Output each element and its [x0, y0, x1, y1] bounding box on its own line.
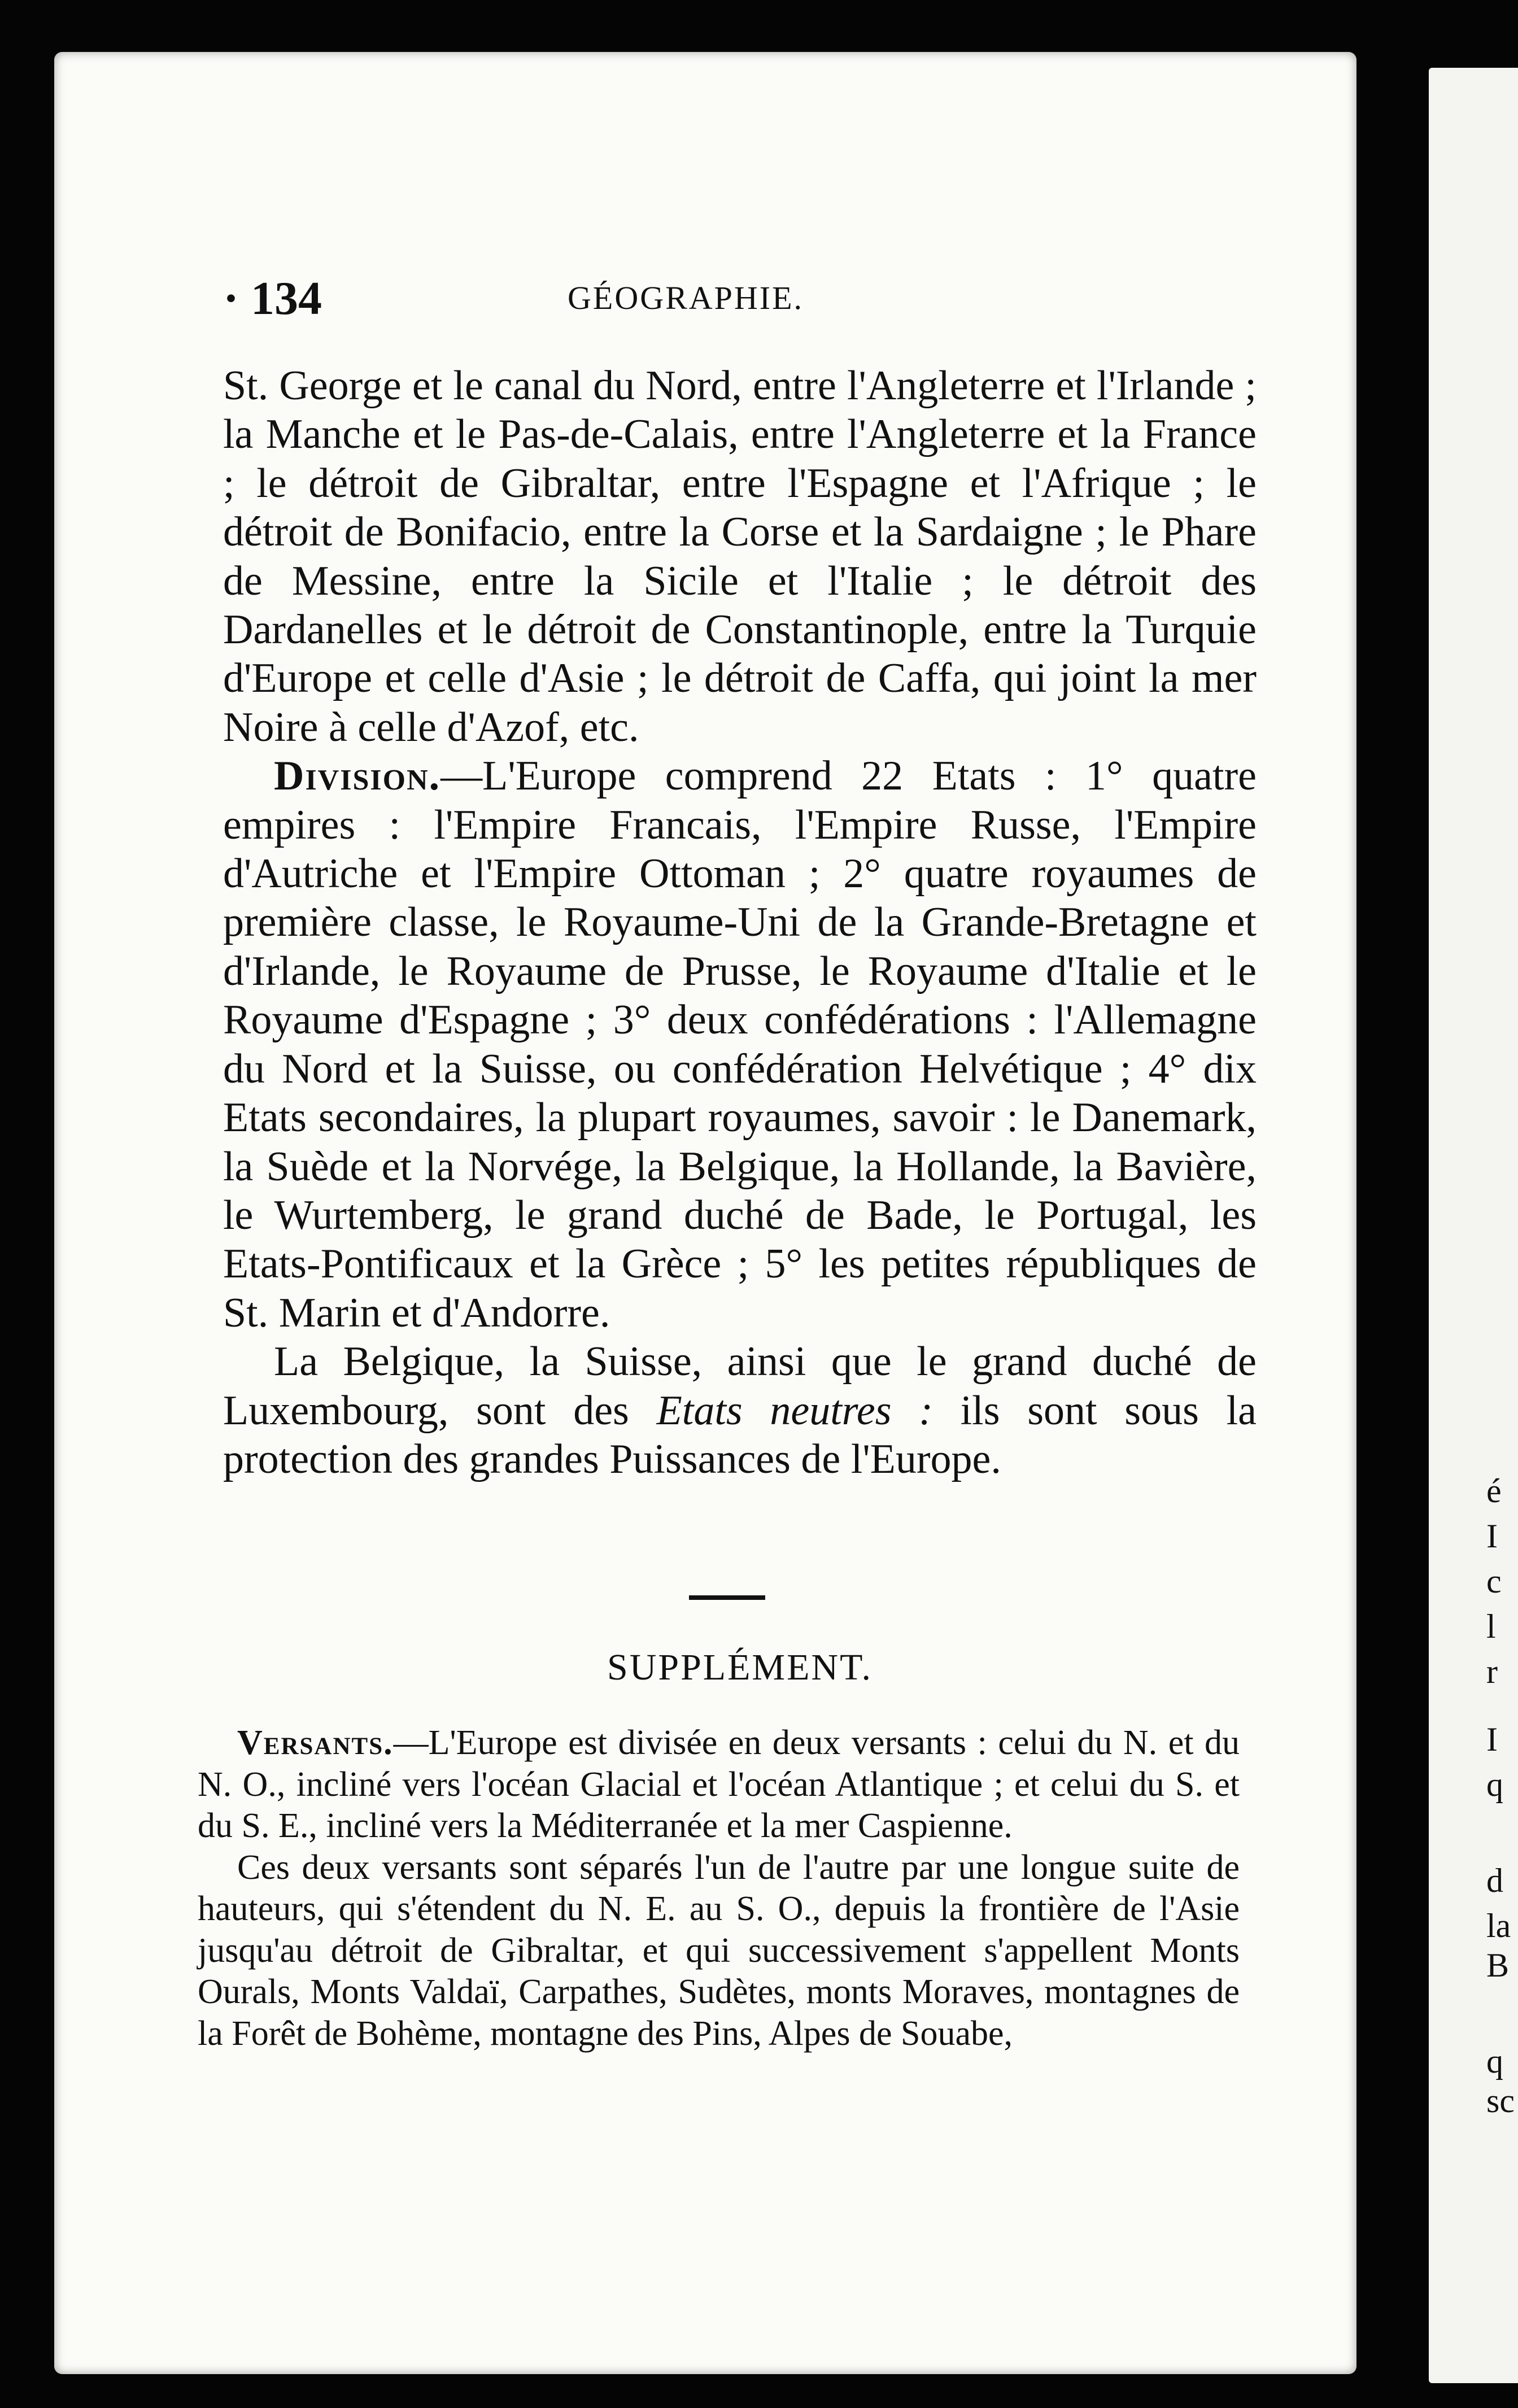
neutral-text-end: ils sont sous la protection des grandes Puissances de l'Europe.: [223, 1387, 1257, 1482]
edge-letter: q: [1486, 1766, 1503, 1803]
edge-letter: sc: [1486, 2082, 1515, 2119]
edge-letter: q: [1486, 2043, 1503, 2080]
edge-letter: B: [1486, 1947, 1510, 1984]
versants-heading: Versants.: [237, 1724, 394, 1762]
neutral-text-start: La Belgique, la Suisse, ainsi que le grand duché de Luxembourg, sont des: [223, 1338, 1257, 1434]
supplement-title: SUPPLÉMENT.: [607, 1647, 873, 1688]
edge-letter: I: [1486, 1721, 1498, 1758]
edge-letter: d: [1486, 1862, 1503, 1899]
running-head: GÉOGRAPHIE.: [568, 280, 804, 316]
page-number: · 134: [223, 272, 322, 325]
paragraph-watershed: Ces deux versants sont séparés l'un de l'autre par une longue suite de hauteurs, qui s'étendent du N. E. au S. O., depuis la frontière de l'Asie jusqu'au détroit de Gibraltar, et qui successivement s'appellent Monts Ourals, Monts Valdaï, Carpathes, Sudètes, monts Moraves, montagnes de la Forêt de Bohème, montagne des Pins, Alpes de Souabe,: [198, 1848, 1240, 2053]
main-text: [223, 361, 1257, 1484]
paragraph-versants: [198, 1722, 1240, 1847]
neutral-states-term: Etats neutres :: [656, 1387, 933, 1434]
page-header: [223, 271, 1279, 328]
edge-letter: c: [1486, 1563, 1502, 1600]
paragraph-straits: St. George et le canal du Nord, entre l'Angleterre et l'Irlande ; la Manche et le Pas-de-Calais, entre l'Angleterre et la France ; le détroit de Gibraltar, entre l'Espagne et l'Afrique ; le détroit de Bonifacio, entre la Corse et la Sardaigne ; le Phare de Messine, entre la Sicile et l'Italie ; le détroit des Dardanelles et le détroit de Constantinople, entre la Turquie d'Europe et celle d'Asie ; le détroit de Caffa, qui joint la mer Noire à celle d'Azof, etc.: [223, 363, 1257, 751]
edge-letter: l: [1486, 1608, 1496, 1645]
supplement-text: [198, 1722, 1240, 2054]
division-text: —L'Europe comprend 22 Etats : 1° quatre empires : l'Empire Francais, l'Empire Russe, l'Empire d'Autriche et l'Empire Ottoman ; 2° quatre royaumes de première classe, le Royaume-Uni de la Grande-Bretagne et d'Irlande, le Royaume de Prusse, le Royaume d'Italie et le Royaume d'Espagne ; 3° deux confédérations : l'Allemagne du Nord et la Suisse, ou confédération Helvétique ; 4° dix Etats secondaires, la plupart royaumes, savoir : le Danemark, la Suède et la Norvége, la Belgique, la Hollande, la Bavière, le Wurtemberg, le grand duché de Bade, le Portugal, les Etats-Pontificaux et la Grèce ; 5° les petites républiques de St. Marin et d'Andorre.: [223, 753, 1257, 1336]
adjacent-page-letters: [1486, 0, 1518, 2408]
versants-text: —L'Europe est divisée en deux versants : celui du N. et du N. O., incliné vers l'océan Glacial et l'océan Atlantique ; et celui du S. et du S. E., incliné vers la Méditerranée et la mer Caspienne.: [198, 1724, 1240, 1845]
division-heading: Division.: [274, 753, 441, 800]
edge-letter: r: [1486, 1653, 1498, 1690]
edge-letter: la: [1486, 1907, 1511, 1944]
section-divider: [689, 1595, 765, 1600]
edge-letter: é: [1486, 1472, 1502, 1510]
paragraph-division: [223, 752, 1257, 1337]
paragraph-neutral-states: [223, 1337, 1257, 1484]
edge-letter: I: [1486, 1517, 1498, 1555]
